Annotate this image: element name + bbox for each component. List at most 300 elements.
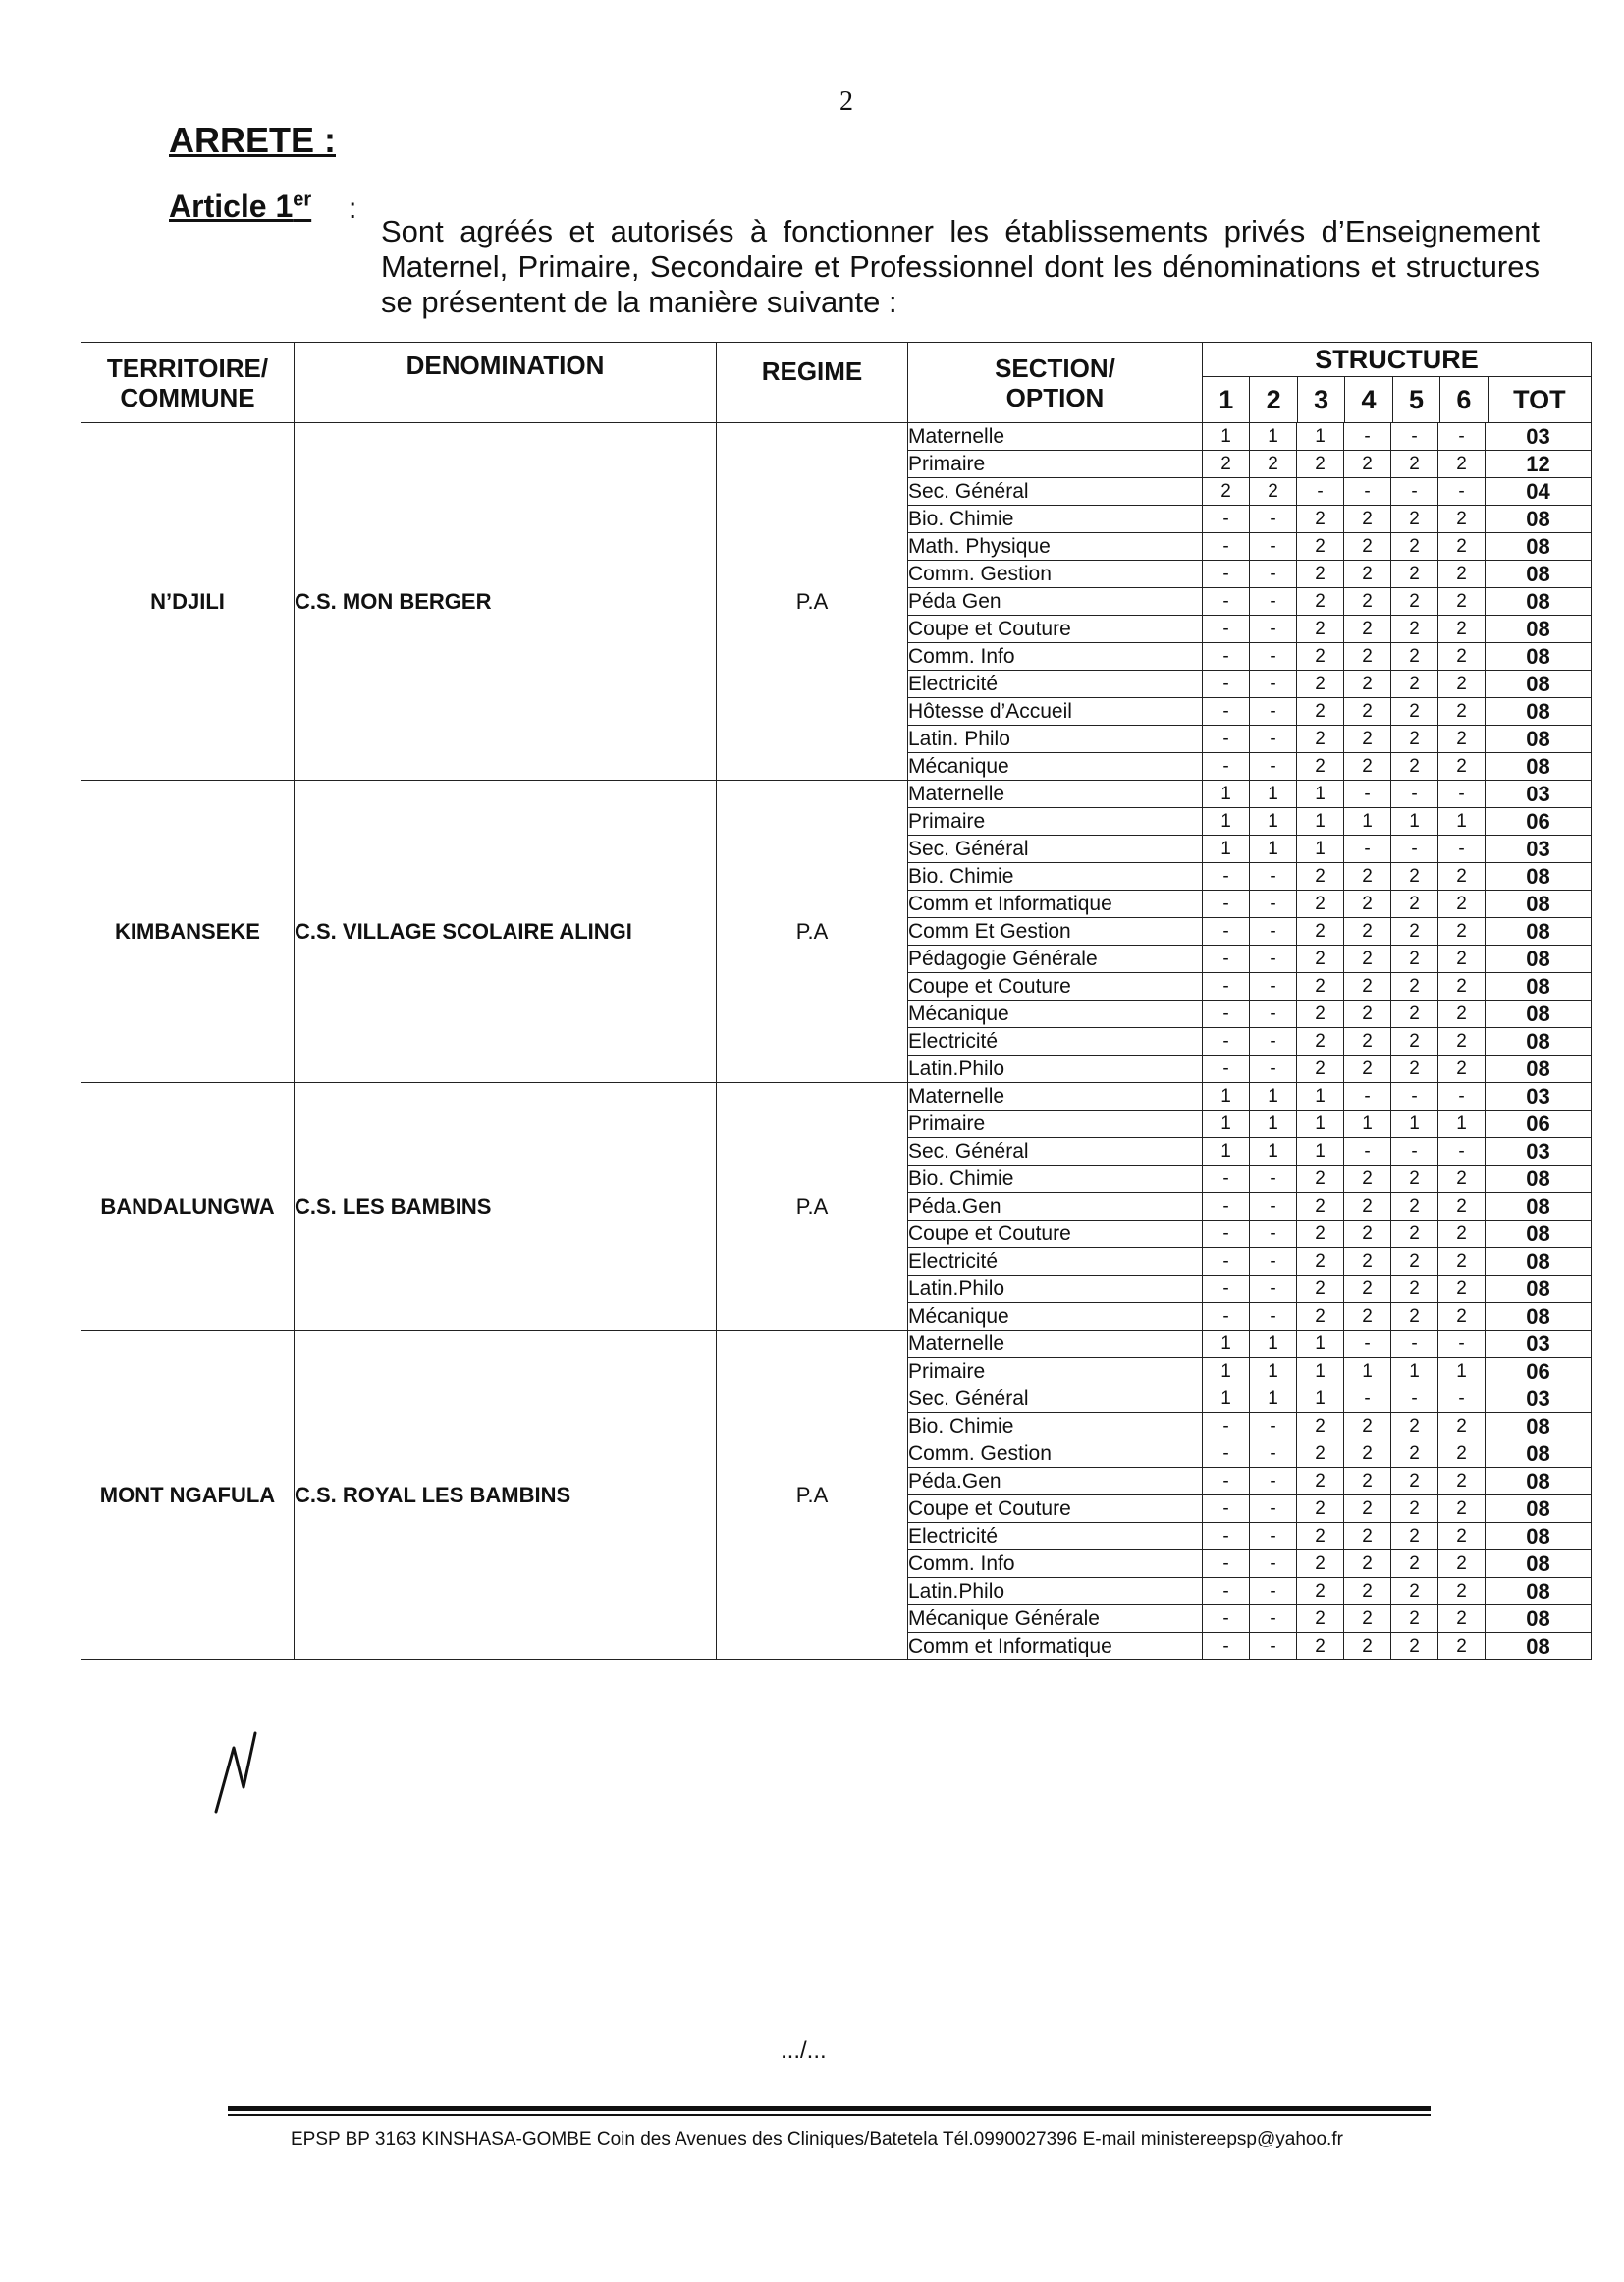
- structure-value-2: -: [1250, 616, 1297, 643]
- option-cell: Comm et Informatique: [908, 1633, 1203, 1660]
- header-territoire: TERRITOIRE/ COMMUNE: [81, 343, 295, 423]
- structure-value-1: 1: [1203, 836, 1250, 863]
- structure-value-4: 2: [1344, 561, 1391, 588]
- article-label-text: Article 1: [169, 189, 294, 224]
- option-cell: Coupe et Couture: [908, 973, 1203, 1001]
- structure-value-6: 2: [1438, 1276, 1486, 1303]
- structure-value-1: -: [1203, 946, 1250, 973]
- structure-value-2: -: [1250, 1495, 1297, 1523]
- structure-value-3: 2: [1297, 506, 1344, 533]
- structure-value-6: 2: [1438, 946, 1486, 973]
- structure-value-2: 1: [1250, 836, 1297, 863]
- structure-value-3: 2: [1297, 918, 1344, 946]
- structure-value-6: -: [1438, 781, 1486, 808]
- structure-value-5: 2: [1391, 588, 1438, 616]
- total-cell: 08: [1486, 1056, 1592, 1083]
- structure-value-4: -: [1344, 1386, 1391, 1413]
- article-label-sup: er: [293, 189, 312, 211]
- structure-value-5: 2: [1391, 891, 1438, 918]
- structure-value-4: 2: [1344, 1193, 1391, 1221]
- structure-value-6: -: [1438, 1331, 1486, 1358]
- structure-value-2: -: [1250, 1248, 1297, 1276]
- structure-value-1: 1: [1203, 1111, 1250, 1138]
- total-cell: 04: [1486, 478, 1592, 506]
- structure-value-2: -: [1250, 1633, 1297, 1660]
- structure-value-6: -: [1438, 478, 1486, 506]
- structure-value-4: 2: [1344, 671, 1391, 698]
- structure-value-1: -: [1203, 918, 1250, 946]
- structure-value-6: 2: [1438, 1193, 1486, 1221]
- structure-value-2: 1: [1250, 1138, 1297, 1166]
- structure-value-3: 2: [1297, 726, 1344, 753]
- structure-value-6: 2: [1438, 1166, 1486, 1193]
- structure-value-2: -: [1250, 726, 1297, 753]
- structure-value-3: 2: [1297, 671, 1344, 698]
- structure-value-1: -: [1203, 726, 1250, 753]
- table-row: [81, 423, 1592, 451]
- structure-col-3: 3: [1297, 377, 1344, 422]
- option-cell: Mécanique: [908, 1303, 1203, 1331]
- structure-value-5: 2: [1391, 1605, 1438, 1633]
- structure-value-3: 1: [1297, 1138, 1344, 1166]
- option-cell: Comm et Informatique: [908, 891, 1203, 918]
- structure-value-1: 1: [1203, 1138, 1250, 1166]
- structure-value-2: -: [1250, 533, 1297, 561]
- structure-value-3: 2: [1297, 973, 1344, 1001]
- structure-value-2: 1: [1250, 808, 1297, 836]
- option-cell: Sec. Général: [908, 1138, 1203, 1166]
- structure-value-4: -: [1344, 836, 1391, 863]
- structure-value-4: 2: [1344, 918, 1391, 946]
- structure-value-6: 2: [1438, 973, 1486, 1001]
- structure-value-5: 2: [1391, 1193, 1438, 1221]
- structure-value-4: 2: [1344, 506, 1391, 533]
- structure-value-6: 2: [1438, 1633, 1486, 1660]
- structure-value-5: 1: [1391, 1111, 1438, 1138]
- structure-value-4: 2: [1344, 1633, 1391, 1660]
- total-cell: 08: [1486, 918, 1592, 946]
- structure-value-6: 2: [1438, 1001, 1486, 1028]
- article-label: [169, 189, 311, 225]
- total-cell: 03: [1486, 1083, 1592, 1111]
- structure-value-4: -: [1344, 478, 1391, 506]
- structure-value-2: -: [1250, 1413, 1297, 1440]
- total-cell: 03: [1486, 423, 1592, 451]
- option-cell: Latin. Philo: [908, 726, 1203, 753]
- structure-value-1: -: [1203, 891, 1250, 918]
- structure-value-1: -: [1203, 698, 1250, 726]
- structure-value-4: -: [1344, 1138, 1391, 1166]
- structure-value-4: 2: [1344, 1001, 1391, 1028]
- structure-value-2: -: [1250, 1028, 1297, 1056]
- total-cell: 08: [1486, 1413, 1592, 1440]
- structure-value-3: 1: [1297, 1331, 1344, 1358]
- structure-value-6: 2: [1438, 698, 1486, 726]
- structure-value-2: -: [1250, 671, 1297, 698]
- structure-value-1: 1: [1203, 781, 1250, 808]
- structure-value-2: -: [1250, 1523, 1297, 1550]
- total-cell: 03: [1486, 1331, 1592, 1358]
- total-cell: 08: [1486, 863, 1592, 891]
- option-cell: Maternelle: [908, 1331, 1203, 1358]
- structure-value-5: 2: [1391, 451, 1438, 478]
- structure-value-2: -: [1250, 1001, 1297, 1028]
- structure-value-4: 2: [1344, 533, 1391, 561]
- structure-value-3: 2: [1297, 946, 1344, 973]
- option-cell: Pédagogie Générale: [908, 946, 1203, 973]
- structure-value-3: 2: [1297, 1028, 1344, 1056]
- total-cell: 08: [1486, 753, 1592, 781]
- total-cell: 08: [1486, 1028, 1592, 1056]
- structure-value-2: 2: [1250, 451, 1297, 478]
- structure-value-5: 2: [1391, 1550, 1438, 1578]
- structure-value-3: 1: [1297, 1358, 1344, 1386]
- structure-value-4: 2: [1344, 616, 1391, 643]
- structure-value-4: 2: [1344, 1221, 1391, 1248]
- structure-value-6: 2: [1438, 533, 1486, 561]
- structure-value-4: 2: [1344, 1056, 1391, 1083]
- option-cell: Mécanique Générale: [908, 1605, 1203, 1633]
- structure-value-6: 1: [1438, 1111, 1486, 1138]
- structure-col-4: 4: [1344, 377, 1391, 422]
- option-cell: Maternelle: [908, 1083, 1203, 1111]
- total-cell: 08: [1486, 1166, 1592, 1193]
- structure-value-4: 2: [1344, 946, 1391, 973]
- structure-value-1: 2: [1203, 451, 1250, 478]
- signature: [206, 1728, 285, 1817]
- structure-value-2: 1: [1250, 1358, 1297, 1386]
- structure-value-2: -: [1250, 946, 1297, 973]
- footer-rule: [228, 2106, 1431, 2111]
- structure-value-1: -: [1203, 863, 1250, 891]
- territoire-cell: N’DJILI: [81, 423, 295, 781]
- structure-value-3: 2: [1297, 1276, 1344, 1303]
- structure-value-1: -: [1203, 1578, 1250, 1605]
- structure-value-1: -: [1203, 616, 1250, 643]
- structure-value-3: 2: [1297, 891, 1344, 918]
- structure-value-1: 1: [1203, 808, 1250, 836]
- structure-value-2: -: [1250, 506, 1297, 533]
- structure-value-3: -: [1297, 478, 1344, 506]
- structure-value-5: 2: [1391, 1578, 1438, 1605]
- structure-value-1: -: [1203, 588, 1250, 616]
- structure-value-5: -: [1391, 1138, 1438, 1166]
- structure-value-4: 2: [1344, 863, 1391, 891]
- total-cell: 06: [1486, 1111, 1592, 1138]
- option-cell: Primaire: [908, 1358, 1203, 1386]
- structure-value-4: 1: [1344, 808, 1391, 836]
- total-cell: 08: [1486, 643, 1592, 671]
- structure-value-3: 2: [1297, 1221, 1344, 1248]
- structure-value-5: 2: [1391, 1303, 1438, 1331]
- option-cell: Electricité: [908, 671, 1203, 698]
- territoire-cell: MONT NGAFULA: [81, 1331, 295, 1660]
- total-cell: 08: [1486, 1468, 1592, 1495]
- structure-value-3: 2: [1297, 588, 1344, 616]
- structure-value-6: 2: [1438, 753, 1486, 781]
- structure-value-5: 2: [1391, 1440, 1438, 1468]
- structure-value-6: 2: [1438, 616, 1486, 643]
- total-cell: 08: [1486, 1633, 1592, 1660]
- structure-value-6: 2: [1438, 918, 1486, 946]
- structure-value-4: 2: [1344, 1028, 1391, 1056]
- structure-value-1: -: [1203, 1303, 1250, 1331]
- footer-address: EPSP BP 3163 KINSHASA-GOMBE Coin des Avenues des Cliniques/Batetela Tél.0990027396 E-mail ministereepsp@yahoo.fr: [291, 2129, 1343, 2149]
- structure-value-6: 2: [1438, 1221, 1486, 1248]
- structure-value-4: 2: [1344, 1248, 1391, 1276]
- structure-value-6: 2: [1438, 561, 1486, 588]
- option-cell: Mécanique: [908, 753, 1203, 781]
- structure-value-6: -: [1438, 1138, 1486, 1166]
- structure-value-5: 2: [1391, 1633, 1438, 1660]
- structure-col-1: 1: [1218, 385, 1234, 414]
- structure-value-6: 2: [1438, 1303, 1486, 1331]
- structure-value-3: 2: [1297, 643, 1344, 671]
- option-cell: Bio. Chimie: [908, 1413, 1203, 1440]
- option-cell: Primaire: [908, 451, 1203, 478]
- structure-value-5: 2: [1391, 973, 1438, 1001]
- structure-value-1: -: [1203, 1276, 1250, 1303]
- structure-value-6: 2: [1438, 1523, 1486, 1550]
- table-body: [81, 423, 1592, 1660]
- option-cell: Comm. Gestion: [908, 561, 1203, 588]
- structure-value-3: 2: [1297, 1001, 1344, 1028]
- structure-value-3: 1: [1297, 781, 1344, 808]
- option-cell: Péda Gen: [908, 588, 1203, 616]
- structure-value-5: 2: [1391, 1001, 1438, 1028]
- structure-col-5: 5: [1392, 377, 1439, 422]
- option-cell: Péda.Gen: [908, 1193, 1203, 1221]
- structure-value-4: 2: [1344, 588, 1391, 616]
- structure-value-5: 2: [1391, 1523, 1438, 1550]
- structure-value-5: 2: [1391, 671, 1438, 698]
- option-cell: Primaire: [908, 1111, 1203, 1138]
- total-cell: 08: [1486, 1523, 1592, 1550]
- structure-value-6: 2: [1438, 1440, 1486, 1468]
- total-cell: 03: [1486, 781, 1592, 808]
- structure-value-4: 2: [1344, 1166, 1391, 1193]
- structure-value-1: -: [1203, 1633, 1250, 1660]
- structure-value-2: 1: [1250, 1083, 1297, 1111]
- structure-value-1: -: [1203, 671, 1250, 698]
- structure-value-1: -: [1203, 1495, 1250, 1523]
- structure-value-3: 2: [1297, 533, 1344, 561]
- structure-value-5: 2: [1391, 533, 1438, 561]
- structure-value-2: -: [1250, 891, 1297, 918]
- option-cell: Comm. Info: [908, 1550, 1203, 1578]
- structure-value-4: 2: [1344, 1495, 1391, 1523]
- structure-value-3: 2: [1297, 863, 1344, 891]
- structure-value-6: 2: [1438, 891, 1486, 918]
- total-cell: 12: [1486, 451, 1592, 478]
- structure-value-5: 2: [1391, 1468, 1438, 1495]
- regime-cell: P.A: [717, 1083, 908, 1331]
- structure-value-1: -: [1203, 533, 1250, 561]
- option-cell: Electricité: [908, 1523, 1203, 1550]
- structure-value-4: 2: [1344, 698, 1391, 726]
- structure-value-3: 2: [1297, 1440, 1344, 1468]
- structure-value-1: 2: [1203, 478, 1250, 506]
- structure-value-4: -: [1344, 781, 1391, 808]
- structure-value-5: 2: [1391, 753, 1438, 781]
- option-cell: Sec. Général: [908, 836, 1203, 863]
- structure-value-2: -: [1250, 1578, 1297, 1605]
- regime-cell: P.A: [717, 1331, 908, 1660]
- header-regime: REGIME: [717, 343, 908, 423]
- structure-value-2: 2: [1250, 478, 1297, 506]
- total-cell: 08: [1486, 533, 1592, 561]
- article-text: Sont agréés et autorisés à fonctionner les établissements privés d’Enseignement Maternel, Primaire, Secondaire et Professionnel dont les dénominations et structures se présentent de la manière suivante :: [381, 214, 1540, 319]
- structure-value-3: 1: [1297, 423, 1344, 451]
- structure-value-6: 2: [1438, 451, 1486, 478]
- structure-value-2: -: [1250, 1550, 1297, 1578]
- total-cell: 08: [1486, 1495, 1592, 1523]
- denomination-cell: C.S. MON BERGER: [295, 423, 717, 781]
- structure-value-1: 1: [1203, 423, 1250, 451]
- option-cell: Comm Et Gestion: [908, 918, 1203, 946]
- structure-value-6: 2: [1438, 643, 1486, 671]
- structure-value-2: 1: [1250, 1386, 1297, 1413]
- total-cell: 08: [1486, 1605, 1592, 1633]
- structure-value-2: 1: [1250, 423, 1297, 451]
- structure-value-1: -: [1203, 1056, 1250, 1083]
- structure-value-4: 2: [1344, 1578, 1391, 1605]
- structure-value-5: 2: [1391, 1248, 1438, 1276]
- structure-value-1: -: [1203, 643, 1250, 671]
- option-cell: Coupe et Couture: [908, 1495, 1203, 1523]
- option-cell: Sec. Général: [908, 1386, 1203, 1413]
- structure-value-4: 2: [1344, 1523, 1391, 1550]
- structure-value-2: -: [1250, 1468, 1297, 1495]
- structure-value-2: -: [1250, 1166, 1297, 1193]
- total-cell: 08: [1486, 1550, 1592, 1578]
- total-cell: 08: [1486, 616, 1592, 643]
- structure-value-2: -: [1250, 561, 1297, 588]
- structure-value-5: 2: [1391, 1221, 1438, 1248]
- structure-value-1: -: [1203, 973, 1250, 1001]
- structure-value-6: 2: [1438, 506, 1486, 533]
- structure-value-1: 1: [1203, 1083, 1250, 1111]
- structure-value-4: 2: [1344, 1468, 1391, 1495]
- structure-value-2: -: [1250, 1193, 1297, 1221]
- structure-value-3: 2: [1297, 1523, 1344, 1550]
- structure-value-5: -: [1391, 1386, 1438, 1413]
- structure-value-1: -: [1203, 753, 1250, 781]
- structure-value-6: 2: [1438, 1468, 1486, 1495]
- page-number: 2: [839, 86, 853, 117]
- structure-col-6: 6: [1439, 377, 1487, 422]
- structure-value-2: -: [1250, 1605, 1297, 1633]
- option-cell: Latin.Philo: [908, 1276, 1203, 1303]
- option-cell: Latin.Philo: [908, 1578, 1203, 1605]
- option-cell: Péda.Gen: [908, 1468, 1203, 1495]
- structure-columns: [1203, 377, 1591, 422]
- structure-value-4: -: [1344, 423, 1391, 451]
- denomination-cell: C.S. LES BAMBINS: [295, 1083, 717, 1331]
- structure-value-4: 2: [1344, 1303, 1391, 1331]
- structure-value-4: 2: [1344, 1413, 1391, 1440]
- option-cell: Primaire: [908, 808, 1203, 836]
- structure-value-5: 2: [1391, 643, 1438, 671]
- structure-value-5: 2: [1391, 918, 1438, 946]
- structure-value-6: 2: [1438, 1605, 1486, 1633]
- structure-value-6: 1: [1438, 808, 1486, 836]
- option-cell: Bio. Chimie: [908, 1166, 1203, 1193]
- structure-col-2: 2: [1249, 377, 1296, 422]
- establishments-table: [81, 342, 1592, 1660]
- structure-value-5: 2: [1391, 1495, 1438, 1523]
- structure-value-5: -: [1391, 478, 1438, 506]
- decree-heading: ARRETE :: [169, 120, 336, 160]
- structure-value-6: -: [1438, 836, 1486, 863]
- structure-value-5: -: [1391, 781, 1438, 808]
- structure-value-3: 2: [1297, 753, 1344, 781]
- structure-value-2: -: [1250, 698, 1297, 726]
- structure-value-5: 1: [1391, 808, 1438, 836]
- option-cell: Maternelle: [908, 781, 1203, 808]
- structure-value-2: -: [1250, 1303, 1297, 1331]
- structure-value-1: -: [1203, 1468, 1250, 1495]
- option-cell: Sec. Général: [908, 478, 1203, 506]
- structure-value-6: 2: [1438, 1028, 1486, 1056]
- structure-value-5: 2: [1391, 506, 1438, 533]
- structure-value-1: -: [1203, 1413, 1250, 1440]
- structure-value-1: -: [1203, 1605, 1250, 1633]
- article-colon: :: [349, 192, 357, 225]
- table-row: [81, 1331, 1592, 1358]
- structure-value-3: 2: [1297, 698, 1344, 726]
- option-cell: Coupe et Couture: [908, 1221, 1203, 1248]
- structure-value-2: -: [1250, 588, 1297, 616]
- structure-value-4: -: [1344, 1083, 1391, 1111]
- structure-value-1: -: [1203, 1440, 1250, 1468]
- total-cell: 06: [1486, 808, 1592, 836]
- territoire-cell: BANDALUNGWA: [81, 1083, 295, 1331]
- continuation-mark: .../...: [781, 2038, 827, 2064]
- structure-value-2: -: [1250, 863, 1297, 891]
- structure-value-3: 2: [1297, 1550, 1344, 1578]
- structure-value-3: 2: [1297, 1413, 1344, 1440]
- structure-value-2: 1: [1250, 781, 1297, 808]
- structure-value-3: 1: [1297, 808, 1344, 836]
- structure-value-4: -: [1344, 1331, 1391, 1358]
- table-header-row: [81, 343, 1592, 423]
- structure-value-3: 2: [1297, 1193, 1344, 1221]
- option-cell: Comm. Info: [908, 643, 1203, 671]
- structure-value-1: 1: [1203, 1358, 1250, 1386]
- structure-value-5: 2: [1391, 698, 1438, 726]
- structure-value-4: 2: [1344, 891, 1391, 918]
- structure-value-5: 2: [1391, 726, 1438, 753]
- structure-value-4: 2: [1344, 753, 1391, 781]
- denomination-cell: C.S. ROYAL LES BAMBINS: [295, 1331, 717, 1660]
- structure-value-3: 2: [1297, 1056, 1344, 1083]
- total-cell: 08: [1486, 506, 1592, 533]
- structure-value-3: 2: [1297, 1303, 1344, 1331]
- total-cell: 08: [1486, 973, 1592, 1001]
- structure-value-1: 1: [1203, 1331, 1250, 1358]
- structure-value-5: 2: [1391, 1028, 1438, 1056]
- total-cell: 06: [1486, 1358, 1592, 1386]
- option-cell: Math. Physique: [908, 533, 1203, 561]
- structure-value-4: 2: [1344, 1440, 1391, 1468]
- structure-value-5: -: [1391, 423, 1438, 451]
- structure-value-6: 2: [1438, 1248, 1486, 1276]
- structure-value-6: 2: [1438, 863, 1486, 891]
- total-cell: 08: [1486, 1578, 1592, 1605]
- footer-rule-thin: [228, 2114, 1431, 2116]
- total-cell: 08: [1486, 946, 1592, 973]
